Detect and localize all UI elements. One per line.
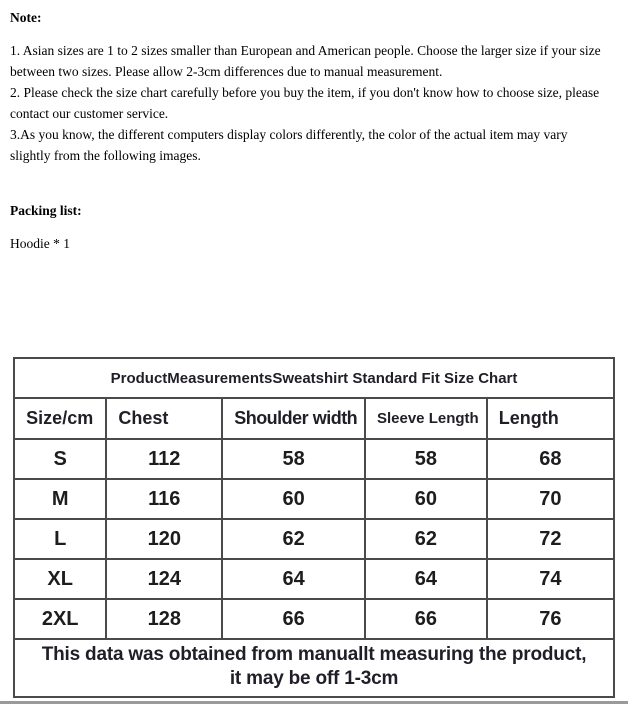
note-item-1: 1. Asian sizes are 1 to 2 sizes smaller than European and American people. Choose the larger size if your size between two sizes. Please allow 2-3cm differences due to manual measurement.	[10, 43, 601, 79]
shoulder-cell: 60	[222, 479, 365, 519]
chest-cell: 116	[106, 479, 222, 519]
packing-list-item: Hoodie * 1	[10, 236, 70, 251]
length-cell: 74	[487, 559, 614, 599]
shoulder-cell: 58	[222, 439, 365, 479]
chest-cell: 120	[106, 519, 222, 559]
table-row	[14, 559, 614, 599]
table-row	[14, 358, 614, 398]
chest-cell: 124	[106, 559, 222, 599]
column-header-chest: Chest	[106, 398, 222, 439]
measurement-disclaimer	[14, 639, 614, 697]
sleeve-cell: 58	[365, 439, 487, 479]
size-cell: 2XL	[14, 599, 106, 639]
table-header-row	[14, 398, 614, 439]
size-chart-table	[13, 357, 615, 698]
size-chart-title: ProductMeasurementsSweatshirt Standard Fit Size Chart	[14, 358, 614, 398]
size-cell: L	[14, 519, 106, 559]
table-row	[14, 479, 614, 519]
length-cell: 72	[487, 519, 614, 559]
note-item-2: 2. Please check the size chart carefully before you buy the item, if you don't know how to choose size, please contact our customer service.	[10, 85, 600, 121]
note-item-3: 3.As you know, the different computers display colors differently, the color of the actual item may vary slightly from the following images.	[10, 127, 568, 163]
size-cell: M	[14, 479, 106, 519]
column-header-size: Size/cm	[14, 398, 106, 439]
sleeve-cell: 64	[365, 559, 487, 599]
disclaimer-line-2: it may be off 1-3cm	[229, 668, 399, 689]
sleeve-cell: 60	[365, 479, 487, 519]
sleeve-cell: 62	[365, 519, 487, 559]
sleeve-cell: 66	[365, 599, 487, 639]
length-cell: 68	[487, 439, 614, 479]
disclaimer-line-1: This data was obtained from manuallt measuring the product,	[41, 644, 587, 665]
table-row	[14, 599, 614, 639]
size-cell: S	[14, 439, 106, 479]
chest-cell: 112	[106, 439, 222, 479]
note-heading: Note:	[10, 10, 42, 25]
size-cell: XL	[14, 559, 106, 599]
chest-cell: 128	[106, 599, 222, 639]
shoulder-cell: 64	[222, 559, 365, 599]
length-cell: 70	[487, 479, 614, 519]
packing-list-heading: Packing list:	[10, 203, 82, 218]
table-row	[14, 519, 614, 559]
shoulder-cell: 62	[222, 519, 365, 559]
shoulder-cell: 66	[222, 599, 365, 639]
column-header-length: Length	[487, 398, 614, 439]
length-cell: 76	[487, 599, 614, 639]
table-footer-row	[14, 639, 614, 697]
column-header-sleeve-length: Sleeve Length	[365, 398, 487, 439]
column-header-shoulder-width: Shoulder width	[222, 398, 365, 439]
table-row	[14, 439, 614, 479]
